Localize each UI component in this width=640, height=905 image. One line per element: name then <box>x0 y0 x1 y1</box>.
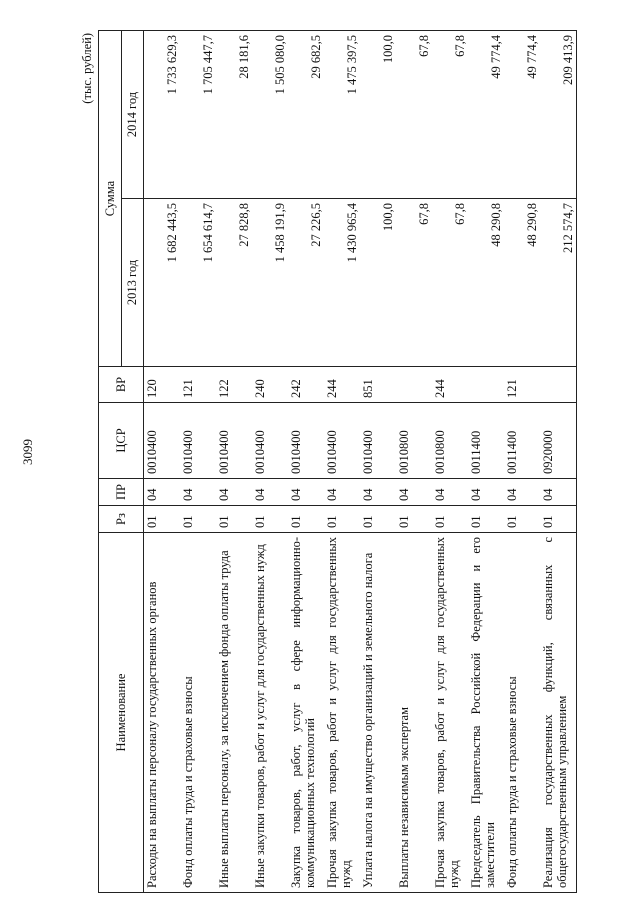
row-sum-2013: 27 828,8 <box>216 199 252 367</box>
row-name: Реализация государственных функций, связанных с общегосударственным управлением <box>540 533 577 893</box>
row-csr: 0010400 <box>324 403 360 479</box>
row-name: Председатель Правительства Российской Федерации и его заместители <box>468 533 504 893</box>
row-csr: 0011400 <box>468 403 504 479</box>
row-vr: 851 <box>360 367 396 403</box>
row-sum-2014: 28 181,6 <box>216 31 252 199</box>
row-sum-2013: 67,8 <box>396 199 432 367</box>
row-vr <box>396 367 432 403</box>
row-sum-2013: 100,0 <box>360 199 396 367</box>
row-pr: 04 <box>216 479 252 506</box>
row-sum-2014: 100,0 <box>360 31 396 199</box>
row-rz: 01 <box>252 506 288 533</box>
header-vr: ВР <box>99 367 144 403</box>
row-csr: 0010400 <box>288 403 324 479</box>
row-name: Иные закупки товаров, работ и услуг для государственных нужд <box>252 533 288 893</box>
row-csr: 0011400 <box>504 403 540 479</box>
row-sum-2013: 212 574,7 <box>540 199 577 367</box>
table-row <box>324 31 360 893</box>
header-rz: Рз <box>99 506 144 533</box>
table-row <box>360 31 396 893</box>
row-sum-2013: 48 290,8 <box>468 199 504 367</box>
table-row <box>540 31 577 893</box>
row-sum-2013: 1 430 965,4 <box>324 199 360 367</box>
header-sum: Сумма <box>99 31 122 367</box>
row-sum-2014: 1 475 397,5 <box>324 31 360 199</box>
row-vr: 244 <box>324 367 360 403</box>
row-sum-2014: 1 505 080,0 <box>252 31 288 199</box>
row-sum-2014: 49 774,4 <box>468 31 504 199</box>
row-name: Уплата налога на имущество организаций и земельного налога <box>360 533 396 893</box>
row-csr: 0010400 <box>252 403 288 479</box>
row-rz: 01 <box>540 506 577 533</box>
row-vr: 120 <box>144 367 181 403</box>
row-vr: 122 <box>216 367 252 403</box>
row-csr: 0010400 <box>180 403 216 479</box>
header-2014: 2014 год <box>121 31 144 199</box>
row-name: Выплаты независимым экспертам <box>396 533 432 893</box>
row-vr: 121 <box>504 367 540 403</box>
header-csr: ЦСР <box>99 403 144 479</box>
row-rz: 01 <box>288 506 324 533</box>
units-note: (тыс. рублей) <box>80 33 94 104</box>
row-pr: 04 <box>360 479 396 506</box>
row-pr: 04 <box>288 479 324 506</box>
row-sum-2014: 49 774,4 <box>504 31 540 199</box>
row-csr: 0010400 <box>144 403 181 479</box>
row-pr: 04 <box>180 479 216 506</box>
row-csr: 0010800 <box>432 403 468 479</box>
row-sum-2013: 1 458 191,9 <box>252 199 288 367</box>
table-row <box>216 31 252 893</box>
row-vr: 242 <box>288 367 324 403</box>
table-row <box>288 31 324 893</box>
row-vr: 244 <box>432 367 468 403</box>
row-sum-2013: 48 290,8 <box>504 199 540 367</box>
row-name: Прочая закупка товаров, работ и услуг для государственных нужд <box>324 533 360 893</box>
row-rz: 01 <box>432 506 468 533</box>
row-rz: 01 <box>360 506 396 533</box>
row-vr <box>468 367 504 403</box>
budget-table <box>98 30 577 893</box>
row-rz: 01 <box>504 506 540 533</box>
row-csr: 0010800 <box>396 403 432 479</box>
row-rz: 01 <box>144 506 181 533</box>
row-name: Фонд оплаты труда и страховые взносы <box>180 533 216 893</box>
header-name: Наименование <box>99 533 144 893</box>
row-vr: 121 <box>180 367 216 403</box>
row-sum-2013: 1 654 614,7 <box>180 199 216 367</box>
row-csr: 0010400 <box>360 403 396 479</box>
row-pr: 04 <box>144 479 181 506</box>
page-number: 3099 <box>20 439 35 465</box>
header-2013: 2013 год <box>121 199 144 367</box>
row-pr: 04 <box>432 479 468 506</box>
header-pr: ПР <box>99 479 144 506</box>
row-vr <box>540 367 577 403</box>
row-rz: 01 <box>324 506 360 533</box>
row-pr: 04 <box>504 479 540 506</box>
row-sum-2014: 29 682,5 <box>288 31 324 199</box>
budget-sheet <box>80 31 610 893</box>
row-sum-2013: 27 226,5 <box>288 199 324 367</box>
row-pr: 04 <box>468 479 504 506</box>
table-row <box>468 31 504 893</box>
row-rz: 01 <box>396 506 432 533</box>
table-row <box>396 31 432 893</box>
row-sum-2013: 67,8 <box>432 199 468 367</box>
row-sum-2014: 1 733 629,3 <box>144 31 181 199</box>
table-row <box>252 31 288 893</box>
row-rz: 01 <box>216 506 252 533</box>
row-csr: 0920000 <box>540 403 577 479</box>
row-sum-2014: 67,8 <box>396 31 432 199</box>
row-name: Закупка товаров, работ, услуг в сфере информационно-коммуникационных технологий <box>288 533 324 893</box>
row-name: Расходы на выплаты персоналу государственных органов <box>144 533 181 893</box>
row-pr: 04 <box>396 479 432 506</box>
table-row <box>432 31 468 893</box>
row-pr: 04 <box>252 479 288 506</box>
row-sum-2014: 1 705 447,7 <box>180 31 216 199</box>
row-name: Прочая закупка товаров, работ и услуг для государственных нужд <box>432 533 468 893</box>
row-name: Фонд оплаты труда и страховые взносы <box>504 533 540 893</box>
row-vr: 240 <box>252 367 288 403</box>
row-csr: 0010400 <box>216 403 252 479</box>
row-sum-2014: 67,8 <box>432 31 468 199</box>
row-sum-2013: 1 682 443,5 <box>144 199 181 367</box>
row-sum-2014: 209 413,9 <box>540 31 577 199</box>
table-row <box>504 31 540 893</box>
table-row <box>144 31 181 893</box>
row-pr: 04 <box>540 479 577 506</box>
table-row <box>180 31 216 893</box>
row-rz: 01 <box>468 506 504 533</box>
row-pr: 04 <box>324 479 360 506</box>
row-name: Иные выплаты персоналу, за исключением фонда оплаты труда <box>216 533 252 893</box>
row-rz: 01 <box>180 506 216 533</box>
